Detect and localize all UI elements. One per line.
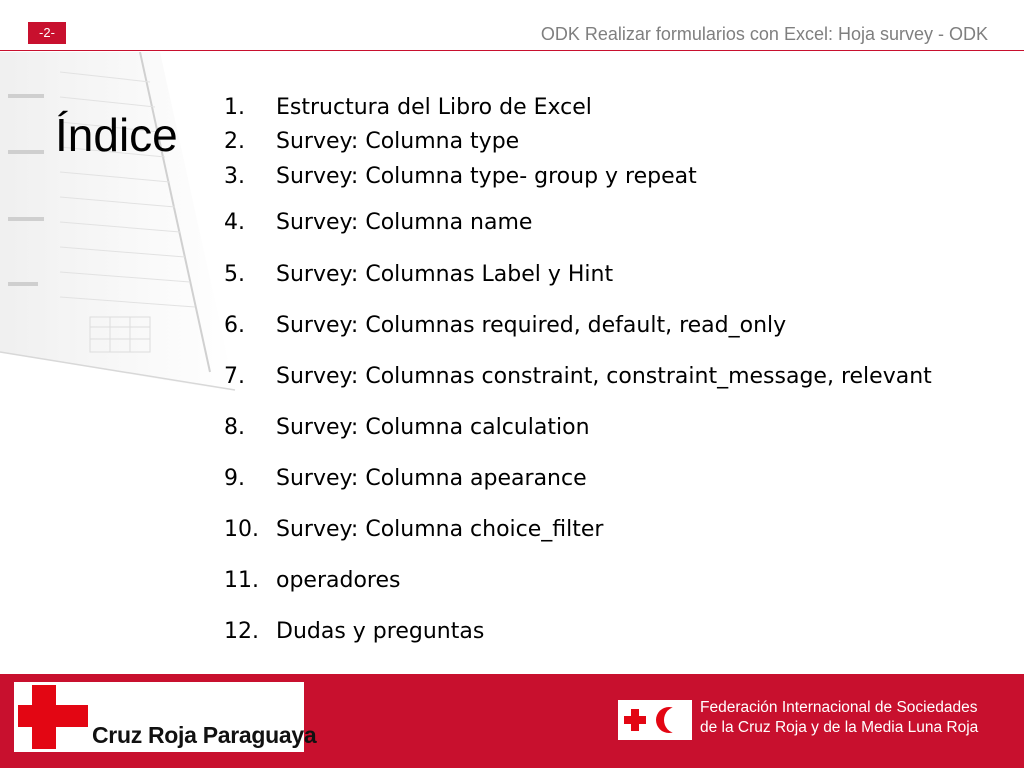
footer-band <box>0 674 1024 768</box>
toc-item-number: 2. <box>224 129 245 154</box>
toc-item-text: Survey: Columnas required, default, read_only <box>276 313 787 338</box>
toc-item <box>224 516 603 544</box>
header-title: ODK Realizar formularios con Excel: Hoja survey - ODK <box>540 24 988 44</box>
toc-item <box>224 618 484 646</box>
toc-item-text: Survey: Columna apearance <box>276 466 587 491</box>
red-cross-logo-icon <box>18 682 88 752</box>
toc-item <box>224 567 400 595</box>
toc-item-text: Survey: Columna type- group y repeat <box>276 164 697 189</box>
toc-item-number: 10. <box>224 517 259 542</box>
toc-item-number: 3. <box>224 164 245 189</box>
red-cross-horizontal-bar <box>18 705 88 727</box>
ifrc-crescent-cut <box>664 707 688 733</box>
toc-item-text: Survey: Columna name <box>276 210 533 235</box>
toc-item <box>224 94 592 122</box>
toc-item-text: Estructura del Libro de Excel <box>276 95 592 120</box>
toc-item-number: 7. <box>224 364 245 389</box>
toc-item <box>224 363 932 391</box>
ifrc-cross-crescent-icon <box>618 700 692 740</box>
cruz-roja-paraguaya-text: Cruz Roja Paraguaya <box>92 722 317 748</box>
toc-item <box>224 128 519 156</box>
slide-number-badge: -2- <box>28 22 66 44</box>
agenda-background-image <box>0 52 240 392</box>
toc-item-number: 1. <box>224 95 245 120</box>
ifrc-name-line-2: de la Cruz Roja y de la Media Luna Roja <box>700 719 979 736</box>
toc-item-number: 11. <box>224 568 259 593</box>
toc-item-text: operadores <box>276 568 401 593</box>
toc-item <box>224 261 613 289</box>
toc-item <box>224 312 786 340</box>
toc-item <box>224 209 532 237</box>
toc-item <box>224 414 590 442</box>
toc-item-text: Survey: Columna type <box>276 129 520 154</box>
toc-item-text: Survey: Columnas Label y Hint <box>276 262 614 287</box>
toc-item <box>224 465 587 493</box>
page-title: Índice <box>55 109 178 161</box>
toc-item <box>224 163 697 191</box>
toc-item-number: 8. <box>224 415 245 440</box>
toc-item-number: 4. <box>224 210 245 235</box>
toc-item-number: 12. <box>224 619 259 644</box>
toc-item-number: 5. <box>224 262 245 287</box>
header-divider <box>0 50 1024 51</box>
ifrc-cross-horizontal <box>624 716 646 724</box>
toc-item-number: 6. <box>224 313 245 338</box>
ifrc-name-text <box>700 698 978 738</box>
ifrc-name-line-1: Federación Internacional de Sociedades <box>700 699 978 716</box>
toc-item-text: Dudas y preguntas <box>276 619 485 644</box>
cruz-roja-paraguaya-logo <box>14 682 317 752</box>
toc-item-text: Survey: Columna calculation <box>276 415 590 440</box>
toc-item-text: Survey: Columnas constraint, constraint_message, relevant <box>276 364 932 389</box>
toc-item-number: 9. <box>224 466 245 491</box>
toc-item-text: Survey: Columna choice_filter <box>276 517 604 542</box>
